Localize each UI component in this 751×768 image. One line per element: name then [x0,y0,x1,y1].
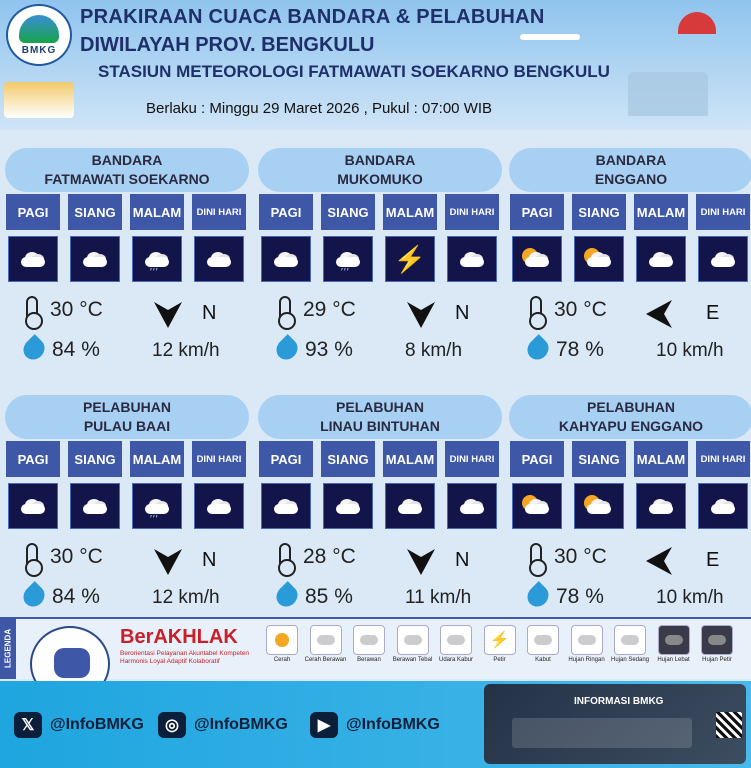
wind-speed: 10 km/h [656,340,724,361]
social-instagram[interactable]: ◎ @InfoBMKG [158,712,288,738]
period-label: PAGI [6,441,60,477]
legend-icon [310,625,342,655]
forecast-card [506,395,751,608]
weather-icon-box [323,236,373,282]
period-label: DINI HARI [445,441,499,477]
legend-icon [397,625,429,655]
humidity-drop-icon [272,581,302,611]
legend-icon: ⚡ [484,625,516,655]
period-label: DINI HARI [696,441,750,477]
period-label: SIANG [572,441,626,477]
validity-text: Berlaku : Minggu 29 Maret 2026 , Pukul : 07:00 WIB [146,100,493,117]
humidity: 85 % [305,585,353,608]
weather-icon-box [70,236,120,282]
period-label: DINI HARI [696,194,750,230]
period-label: SIANG [68,441,122,477]
cloud-icon [395,498,425,514]
weather-icon-box [698,483,748,529]
info-bmkg-panel: INFORMASI BMKG [484,684,746,764]
cloud-icon [708,498,738,514]
legend-label: Hujan Ringan [568,657,605,663]
plane-icon [520,34,580,40]
period-label: SIANG [572,194,626,230]
weather-icon-box [8,236,58,282]
thermometer-icon [279,296,291,326]
partly-cloudy-icon [522,251,552,267]
period-label: MALAM [130,194,184,230]
weather-icon-box [8,483,58,529]
cloud-icon [271,498,301,514]
legend-label: Berawan Tebal [392,657,433,663]
wind-direction: N [202,549,217,571]
legend-label: Hujan Petir [702,657,732,663]
legend-tag: LEGENDA [0,617,16,679]
title-line2: DIWILAYAH PROV. BENGKULU [80,34,375,56]
humidity-drop-icon [523,334,553,364]
period-label: DINI HARI [192,194,246,230]
weather-icon-box [636,483,686,529]
weather-icon-box [447,483,497,529]
weather-icon-box [132,483,182,529]
partly-cloudy-icon [522,498,552,514]
legend-icon [658,625,690,655]
cloud-icon [708,251,738,267]
wind-speed: 10 km/h [656,587,724,608]
rain-cloud-icon: ′′′ [142,498,172,514]
forecast-card [255,395,501,608]
temperature: 30 °C [50,545,103,568]
wind-direction: E [706,302,720,324]
humidity: 84 % [52,338,100,361]
thermometer-icon [279,543,291,573]
card-title: PELABUHAN PULAU BAAI [5,395,249,439]
wind-speed: 12 km/h [152,340,220,361]
weather-icon-box [698,236,748,282]
humidity-drop-icon [19,581,49,611]
cloud-icon [646,251,676,267]
thermometer-icon [530,296,542,326]
forecast-card [2,395,248,608]
card-title: PELABUHAN KAHYAPU ENGGANO [509,395,751,439]
instagram-icon: ◎ [158,712,186,738]
cloud-icon [333,498,363,514]
tower-illustration [628,72,708,116]
berakhlak-logo: BerAKHLAK [120,626,238,648]
qr-code [716,712,742,738]
legend-icon [571,625,603,655]
weather-icon-box [512,236,562,282]
period-label: MALAM [383,194,437,230]
humidity: 93 % [305,338,353,361]
bmkg-logo: BMKG [6,4,72,66]
airport-illustration [4,82,74,118]
weather-icon-box [261,236,311,282]
card-title: PELABUHAN LINAU BINTUHAN [258,395,502,439]
legend-icon [701,625,733,655]
title-line1: PRAKIRAAN CUACA BANDARA & PELABUHAN [80,6,545,28]
wind-arrow-icon [644,298,676,330]
weather-icon-box [512,483,562,529]
wind-speed: 8 km/h [405,340,463,361]
legend-label: Cerah Berawan [304,657,347,663]
period-label: PAGI [6,194,60,230]
period-label: MALAM [130,441,184,477]
temperature: 30 °C [554,298,607,321]
legend-label: Udara Kabur [438,657,474,663]
humidity: 78 % [556,585,604,608]
legend-icon [440,625,472,655]
legend-icon [353,625,385,655]
cloud-icon [646,498,676,514]
weather-icon-box [132,236,182,282]
period-label: DINI HARI [192,441,246,477]
header [0,0,751,130]
station-name: STASIUN METEOROLOGI FATMAWATI SOEKARNO BENGKULU [98,62,610,81]
period-label: PAGI [510,441,564,477]
weather-icon-box [574,483,624,529]
period-label: SIANG [68,194,122,230]
period-label: DINI HARI [445,194,499,230]
period-label: MALAM [634,194,688,230]
legend-label: Berawan [357,657,381,663]
cloud-icon [18,498,48,514]
humidity-drop-icon [19,334,49,364]
legend-label: Petir [493,657,506,663]
cloud-icon [18,251,48,267]
card-title: BANDARA FATMAWATI SOEKARNO [5,148,249,192]
period-label: PAGI [259,441,313,477]
weather-icon-box [385,236,435,282]
rain-cloud-icon: ′′′ [333,251,363,267]
weather-icon-box [574,236,624,282]
wind-speed: 11 km/h [405,587,472,608]
weather-icon-box [70,483,120,529]
card-title: BANDARA ENGGANO [509,148,751,192]
thermometer-icon [26,543,38,573]
cloud-icon [204,498,234,514]
legend-icon [266,625,298,655]
cloud-icon [271,251,301,267]
temperature: 29 °C [303,298,356,321]
thermometer-icon [26,296,38,326]
legend-label: Cerah [273,657,291,663]
rain-cloud-icon: ′′′ [142,251,172,267]
social-youtube[interactable]: ▶ @InfoBMKG [310,712,440,738]
weather-icon-box [194,483,244,529]
partly-cloudy-icon [584,498,614,514]
weather-icon-box [323,483,373,529]
temperature: 28 °C [303,545,356,568]
card-title: BANDARA MUKOMUKO [258,148,502,192]
wind-direction: N [455,549,470,571]
weather-icon-box [194,236,244,282]
legend-icon [527,625,559,655]
wind-speed: 12 km/h [152,587,220,608]
period-label: PAGI [259,194,313,230]
wind-direction: N [202,302,217,324]
wind-arrow-icon [405,298,437,330]
humidity-drop-icon [523,581,553,611]
temperature: 30 °C [50,298,103,321]
wind-direction: E [706,549,720,571]
berakhlak-subtitle: Berorientasi Pelayanan Akuntabel Kompeten Harmonis Loyal Adaptif Kolaboratif [120,650,250,665]
wind-arrow-icon [152,298,184,330]
weather-icon-box [385,483,435,529]
forecast-card [255,148,501,361]
lightning-icon: ⚡ [393,243,427,274]
legend-icon [614,625,646,655]
weather-icon-box [636,236,686,282]
cloud-icon [80,251,110,267]
weather-icon-box [261,483,311,529]
period-label: MALAM [383,441,437,477]
x-icon: 𝕏 [14,712,42,738]
period-label: SIANG [321,441,375,477]
period-label: PAGI [510,194,564,230]
wind-direction: N [455,302,470,324]
cloud-icon [80,498,110,514]
weather-icon-box [447,236,497,282]
wind-arrow-icon [405,545,437,577]
cloud-icon [457,498,487,514]
period-label: MALAM [634,441,688,477]
cloud-icon [204,251,234,267]
partly-cloudy-icon [584,251,614,267]
period-label: SIANG [321,194,375,230]
cloud-icon [457,251,487,267]
wind-arrow-icon [644,545,676,577]
forecast-card [506,148,751,361]
youtube-icon: ▶ [310,712,338,738]
umbrella-icon [678,12,716,34]
humidity: 84 % [52,585,100,608]
legend-label: Kabut [535,657,551,663]
humidity: 78 % [556,338,604,361]
social-x[interactable]: 𝕏 @InfoBMKG [14,712,144,738]
legend-label: Hujan Sedang [610,657,650,663]
wind-arrow-icon [152,545,184,577]
temperature: 30 °C [554,545,607,568]
legend-label: Hujan Lebat [657,657,690,663]
forecast-card [2,148,248,361]
humidity-drop-icon [272,334,302,364]
thermometer-icon [530,543,542,573]
